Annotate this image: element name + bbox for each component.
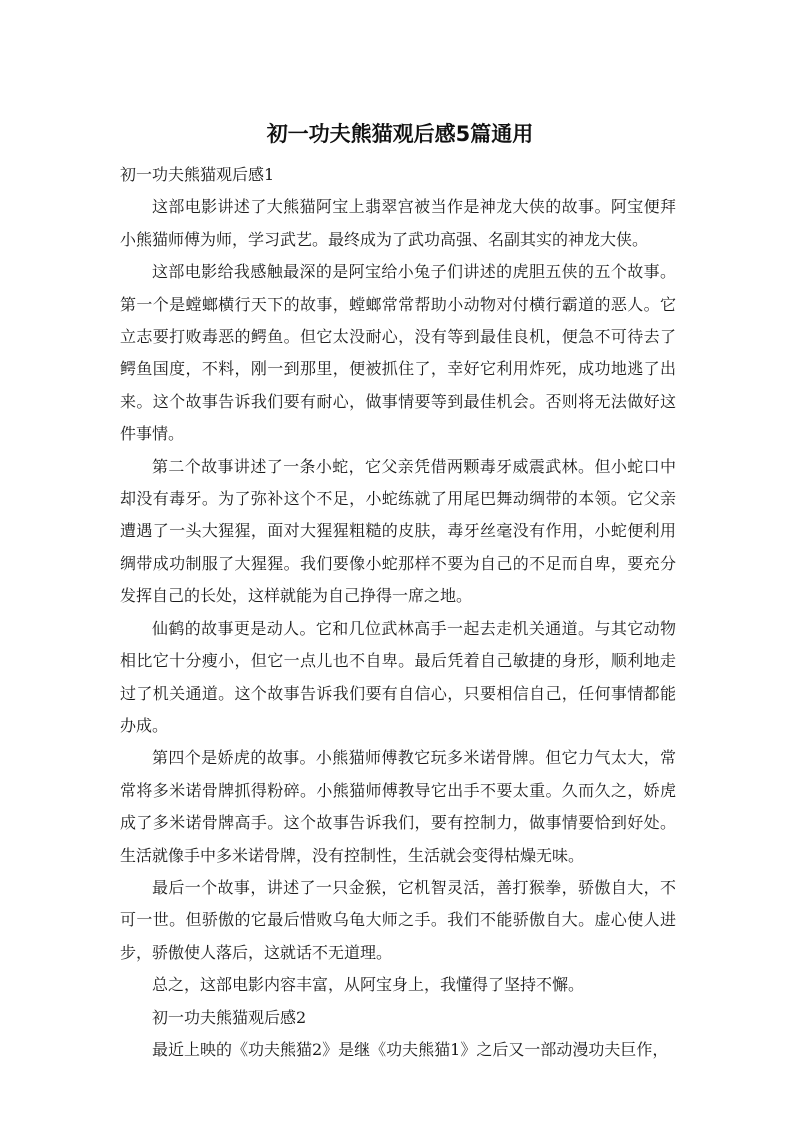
paragraph: 仙鹤的故事更是动人。它和几位武林高手一起去走机关通道。与其它动物相比它十分瘦小，但它一点儿也不自卑。最后凭着自己敏捷的身形，顺利地走过了机关通道。这个故事告诉我们要有自信心，只要相信自己，任何事情都能办成。 <box>120 618 676 735</box>
paragraph: 第四个是娇虎的故事。小熊猫师傅教它玩多米诺骨牌。但它力气太大，常常将多米诺骨牌抓得粉碎。小熊猫师傅教导它出手不要太重。久而久之，娇虎成了多米诺骨牌高手。这个故事告诉我们，要有控制力，做事情要恰到好处。生活就像手中多米诺骨牌，没有控制性，生活就会变得枯燥无味。 <box>120 748 676 865</box>
document-body <box>120 159 676 1066</box>
section-heading: 初一功夫熊猫观后感1 <box>120 165 275 184</box>
paragraph: 这部电影给我感触最深的是阿宝给小兔子们讲述的虎胆五侠的五个故事。第一个是螳螂横行天下的故事，螳螂常常帮助小动物对付横行霸道的恶人。它立志要打败毒恶的鳄鱼。但它太没耐心，没有等到最佳良机，便急不可待去了鳄鱼国度，不料，刚一到那里，便被抓住了，幸好它利用炸死，成功地逃了出来。这个故事告诉我们要有耐心，做事情要等到最佳机会。否则将无法做好这件事情。 <box>120 262 676 444</box>
paragraph: 最后一个故事，讲述了一只金猴，它机智灵活，善打猴拳，骄傲自大，不可一世。但骄傲的它最后惜败乌龟大师之手。我们不能骄傲自大。虚心使人进步，骄傲使人落后，这就话不无道理。 <box>120 877 676 962</box>
paragraph: 最近上映的《功夫熊猫2》是继《功夫熊猫1》之后又一部动漫功夫巨作， <box>152 1039 669 1059</box>
paragraph: 这部电影讲述了大熊猫阿宝上翡翠宫被当作是神龙大侠的故事。阿宝便拜小熊猫师傅为师，学习武艺。最终成为了武功高强、名副其实的神龙大侠。 <box>120 197 676 249</box>
paragraph: 总之，这部电影内容丰富，从阿宝身上，我懂得了坚持不懈。 <box>152 975 585 995</box>
section-heading: 初一功夫熊猫观后感2 <box>152 1007 307 1027</box>
document-title: 初一功夫熊猫观后感5篇通用 <box>266 122 534 146</box>
paragraph: 第二个故事讲述了一条小蛇，它父亲凭借两颗毒牙威震武林。但小蛇口中却没有毒牙。为了弥补这个不足，小蛇练就了用尾巴舞动绸带的本领。它父亲遭遇了一头大猩猩，面对大猩猩粗糙的皮肤，毒牙丝毫没有作用，小蛇便利用绸带成功制服了大猩猩。我们要像小蛇那样不要为自己的不足而自卑，要充分发挥自己的长处，这样就能为自己挣得一席之地。 <box>120 456 676 606</box>
